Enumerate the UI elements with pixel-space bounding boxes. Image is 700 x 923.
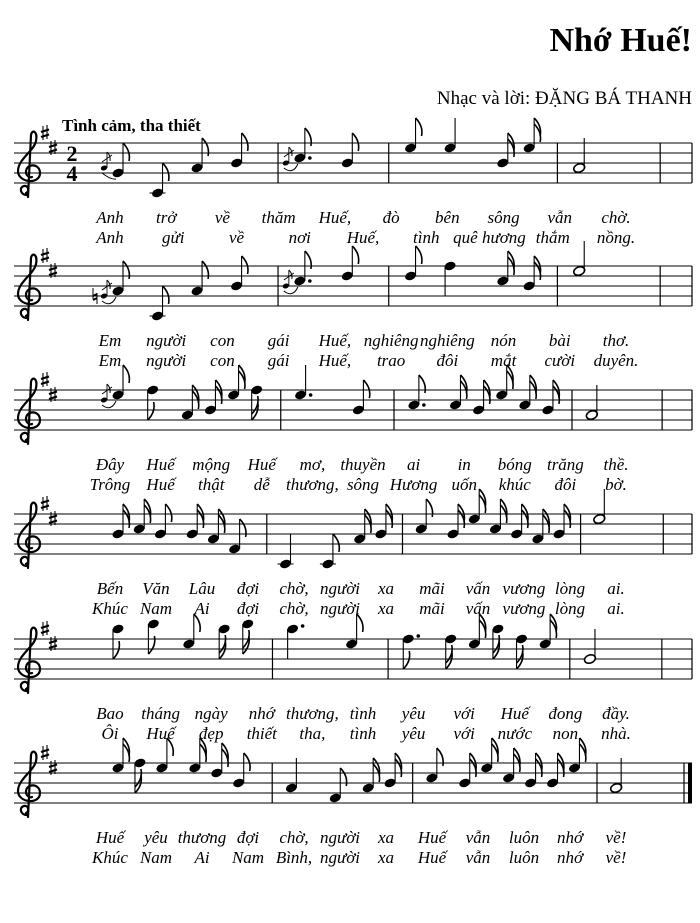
- lyric-word: xa: [377, 599, 395, 618]
- lyric-word: nghiêng: [363, 331, 419, 350]
- lyric-word: Khúc: [92, 848, 128, 867]
- flag: [352, 133, 358, 151]
- lyric-word: Khúc: [92, 599, 128, 618]
- dot: [301, 624, 305, 628]
- note: [111, 738, 129, 774]
- sharp-icon: [41, 745, 49, 760]
- lyric-word: nón: [490, 331, 517, 350]
- note: [286, 623, 304, 659]
- lyric-word: Huế,: [318, 351, 352, 370]
- lyric-word: lòng: [554, 599, 586, 618]
- lyric-word: in: [457, 455, 471, 474]
- lyric-word: Huế: [95, 828, 125, 847]
- note: [93, 261, 129, 304]
- lyric-word: sông: [487, 208, 520, 227]
- lyric-word: Trông: [89, 475, 131, 494]
- lyric-word: thăm: [261, 208, 296, 227]
- lyric-word: Hương: [389, 475, 438, 494]
- lyric-word: người: [319, 579, 361, 598]
- lyric-word: Nam: [139, 599, 173, 618]
- lyric-word: Nam: [231, 848, 265, 867]
- lyric-word: mãi: [419, 579, 445, 598]
- lyric-word: chờ,: [279, 579, 309, 598]
- note: [282, 251, 312, 294]
- lyric-word: thề.: [603, 455, 629, 474]
- lyric-word: nhớ: [248, 704, 275, 723]
- note: [444, 633, 457, 669]
- lyric-word: trăng: [546, 455, 584, 474]
- lyric-word: cười: [544, 351, 576, 370]
- note: [182, 614, 200, 650]
- lyric-word: đẹp: [198, 724, 224, 743]
- treble-clef-icon: [18, 503, 40, 568]
- lyric-word: chờ,: [279, 828, 309, 847]
- lyric-word: trở: [156, 208, 177, 227]
- note: [583, 629, 596, 665]
- lyric-word: thương: [177, 828, 227, 847]
- time-signature-top: 2: [66, 141, 78, 166]
- lyric-word: non: [552, 724, 579, 743]
- treble-clef-icon: [18, 379, 40, 444]
- sharp-icon: [41, 125, 49, 140]
- staff-system: [14, 738, 692, 867]
- staff-system: [14, 365, 692, 494]
- lyric-word: Anh: [96, 228, 124, 247]
- lyric-word: Lâu: [188, 579, 216, 598]
- lyric-word: đò: [382, 208, 400, 227]
- note: [404, 118, 422, 154]
- flag: [163, 286, 169, 304]
- note: [593, 489, 606, 525]
- lyric-word: đong: [548, 704, 583, 723]
- note: [502, 748, 520, 784]
- lyric-word: ai.: [607, 599, 625, 618]
- lyric-word: đôi: [554, 475, 577, 494]
- note: [443, 118, 456, 154]
- staff-system: [14, 489, 692, 618]
- note: [111, 623, 124, 659]
- sharp-icon: [41, 496, 49, 511]
- lyric-word: bóng: [497, 455, 532, 474]
- lyric-word: Huế: [247, 455, 276, 474]
- note: [468, 614, 486, 650]
- flag: [403, 651, 409, 669]
- flag: [163, 163, 169, 181]
- lyric-word: ai: [406, 455, 421, 474]
- lyric-word: vương: [502, 599, 546, 618]
- dot: [309, 393, 313, 397]
- lyric-word: bờ.: [605, 475, 627, 494]
- flag: [148, 402, 154, 420]
- lyric-word: tha,: [299, 724, 326, 743]
- flag: [242, 133, 248, 151]
- staff-system: [14, 614, 692, 743]
- tempo-marking: Tình cảm, tha thiết: [62, 116, 201, 135]
- lyric-word: xa: [377, 579, 395, 598]
- lyric-word: tình: [349, 724, 377, 743]
- note: [515, 633, 528, 669]
- lyric-word: gái: [267, 351, 290, 370]
- lyric-word: Huế,: [346, 228, 380, 247]
- lyric-word: Huế: [146, 455, 175, 474]
- lyric-word: Anh: [96, 208, 124, 227]
- lyric-word: Huế,: [318, 208, 352, 227]
- lyric-word: mãi: [419, 599, 445, 618]
- lyric-word: nhớ: [556, 848, 584, 867]
- lyric-word: Huế: [146, 475, 175, 494]
- flag: [123, 365, 129, 383]
- lyric-word: tình: [413, 228, 440, 247]
- note: [100, 143, 129, 179]
- lyric-word: Bình,: [275, 848, 313, 867]
- lyric-word: nơi: [288, 228, 311, 247]
- lyric-word: Huế: [146, 724, 175, 743]
- note: [218, 623, 231, 659]
- lyric-word: người: [319, 828, 361, 847]
- lyric-word: về!: [605, 848, 627, 867]
- lyric-word: nhà.: [601, 724, 631, 743]
- lyric-word: trao: [376, 351, 406, 370]
- lyric-word: Bao: [96, 704, 124, 723]
- lyric-word: mắt: [490, 351, 517, 370]
- lyric-word: gái: [267, 331, 290, 350]
- note: [227, 365, 245, 401]
- lyric-word: Văn: [142, 579, 170, 598]
- flag: [113, 641, 119, 659]
- lyric-word: bài: [548, 331, 571, 350]
- note: [150, 286, 169, 322]
- flag: [242, 256, 248, 274]
- flag: [244, 753, 250, 771]
- lyric-word: Ôi: [101, 724, 119, 743]
- final-barline: [688, 763, 692, 803]
- lyric-word: thuyền: [340, 455, 386, 474]
- note: [495, 365, 513, 401]
- note: [320, 534, 339, 570]
- flag: [363, 380, 369, 398]
- lyric-word: Ai: [194, 848, 210, 867]
- note: [443, 260, 456, 296]
- lyric-word: đôi: [436, 351, 459, 370]
- lyric-word: Nam: [139, 848, 173, 867]
- lyric-word: đợi: [236, 828, 260, 847]
- lyric-word: gửi: [162, 228, 185, 247]
- note: [425, 748, 443, 784]
- lyric-word: quê hương: [453, 228, 526, 247]
- lyric-word: người: [146, 351, 187, 370]
- lyric-word: thiết: [246, 724, 277, 743]
- treble-clef-icon: [18, 752, 40, 817]
- note: [155, 738, 173, 774]
- lyric-word: Bến: [96, 579, 124, 598]
- lyric-word: vẫn: [547, 208, 573, 227]
- lyric-word: con: [210, 351, 235, 370]
- flag: [165, 504, 171, 522]
- lyric-word: duyên.: [593, 351, 639, 370]
- time-signature-bottom: 4: [66, 161, 78, 186]
- lyric-word: tình: [349, 704, 377, 723]
- lyric-word: vẫn: [465, 848, 491, 867]
- sharp-icon: [41, 621, 49, 636]
- lyric-word: tháng: [141, 704, 180, 723]
- composer-credit: Nhạc và lời: ĐẶNG BÁ THANH: [436, 88, 692, 109]
- lyric-word: mộng: [192, 455, 231, 474]
- note: [133, 757, 146, 793]
- lyric-word: mơ,: [299, 455, 326, 474]
- note: [468, 489, 486, 525]
- note: [150, 163, 169, 199]
- dot: [422, 403, 426, 407]
- lyric-word: yêu: [144, 828, 168, 847]
- lyric-word: lòng: [554, 579, 586, 598]
- lyric-word: ngày: [194, 704, 228, 723]
- sharp-icon: [41, 248, 49, 263]
- lyric-word: yêu: [401, 704, 426, 723]
- lyric-word: thương,: [285, 704, 339, 723]
- note: [188, 738, 206, 774]
- lyric-word: nghiêng: [419, 331, 475, 350]
- lyric-word: đợi: [236, 599, 260, 618]
- lyric-word: thắm: [535, 228, 570, 247]
- lyric-word: uốn: [451, 475, 477, 494]
- note: [480, 738, 498, 774]
- lyric-word: chờ,: [279, 599, 309, 618]
- lyric-word: sông: [346, 475, 380, 494]
- note: [250, 384, 263, 420]
- flag: [416, 246, 422, 264]
- note: [278, 534, 294, 570]
- lyric-word: xa: [377, 848, 395, 867]
- lyric-word: Huế: [500, 704, 529, 723]
- note: [407, 375, 425, 411]
- lyric-word: Em: [98, 351, 122, 370]
- lyric-word: nhớ: [556, 828, 584, 847]
- lyric-word: vương: [502, 579, 546, 598]
- lyric-word: đợi: [236, 579, 260, 598]
- dot: [416, 634, 420, 638]
- lyric-word: Huế,: [318, 331, 352, 350]
- lyric-word: chờ.: [601, 208, 631, 227]
- lyric-word: người: [146, 331, 187, 350]
- lyric-word: luôn: [508, 848, 540, 867]
- note: [496, 251, 514, 287]
- note: [518, 375, 536, 411]
- staff-system: [14, 241, 692, 370]
- treble-clef-icon: [18, 255, 40, 320]
- note: [294, 365, 312, 401]
- lyric-word: Em: [98, 331, 122, 350]
- sharp-icon: [41, 372, 49, 387]
- lyric-word: thật: [197, 475, 225, 494]
- flag: [123, 143, 129, 161]
- note: [568, 738, 586, 774]
- treble-clef-icon: [18, 628, 40, 693]
- note: [100, 365, 129, 408]
- lyric-word: với: [453, 704, 475, 723]
- note: [538, 614, 556, 650]
- lyric-word: người: [319, 599, 361, 618]
- lyric-word: nồng.: [596, 228, 636, 247]
- note: [489, 499, 507, 535]
- lyric-word: thương,: [285, 475, 339, 494]
- lyric-word: khúc: [498, 475, 531, 494]
- note: [282, 128, 312, 171]
- staff-system: [14, 118, 692, 247]
- lyric-word: đầy.: [602, 704, 630, 723]
- lyric-word: về: [228, 228, 245, 247]
- lyric-word: dễ: [253, 475, 270, 494]
- lyric-word: thơ.: [602, 331, 630, 350]
- note: [491, 623, 504, 659]
- note: [449, 375, 467, 411]
- flag: [333, 534, 339, 552]
- lyric-word: về!: [605, 828, 627, 847]
- lyric-word: luôn: [508, 828, 540, 847]
- lyric-word: Huế: [417, 848, 447, 867]
- lyric-word: người: [319, 848, 361, 867]
- note: [146, 384, 159, 420]
- treble-clef-icon: [18, 132, 40, 197]
- note: [345, 614, 363, 650]
- lyric-word: vẫn: [465, 828, 491, 847]
- lyric-word: Đây: [95, 455, 125, 474]
- note: [133, 499, 151, 535]
- note: [573, 241, 586, 277]
- lyric-word: nước: [497, 724, 532, 743]
- lyric-word: yêu: [401, 724, 426, 743]
- flag: [352, 246, 358, 264]
- song-title: Nhớ Huế!: [549, 22, 692, 59]
- lyric-word: với: [453, 724, 475, 743]
- dot: [308, 279, 312, 283]
- lyric-word: Ai: [194, 599, 210, 618]
- lyric-word: vấn: [465, 579, 491, 598]
- lyric-word: ai.: [607, 579, 625, 598]
- lyric-word: vấn: [465, 599, 491, 618]
- flag: [416, 118, 422, 136]
- lyric-word: Huế: [417, 828, 447, 847]
- lyric-word: về: [214, 208, 230, 227]
- lyric-word: bên: [435, 208, 460, 227]
- lyric-word: xa: [377, 828, 395, 847]
- note: [415, 499, 433, 535]
- note: [523, 118, 541, 154]
- lyric-word: con: [210, 331, 235, 350]
- dot: [308, 156, 312, 160]
